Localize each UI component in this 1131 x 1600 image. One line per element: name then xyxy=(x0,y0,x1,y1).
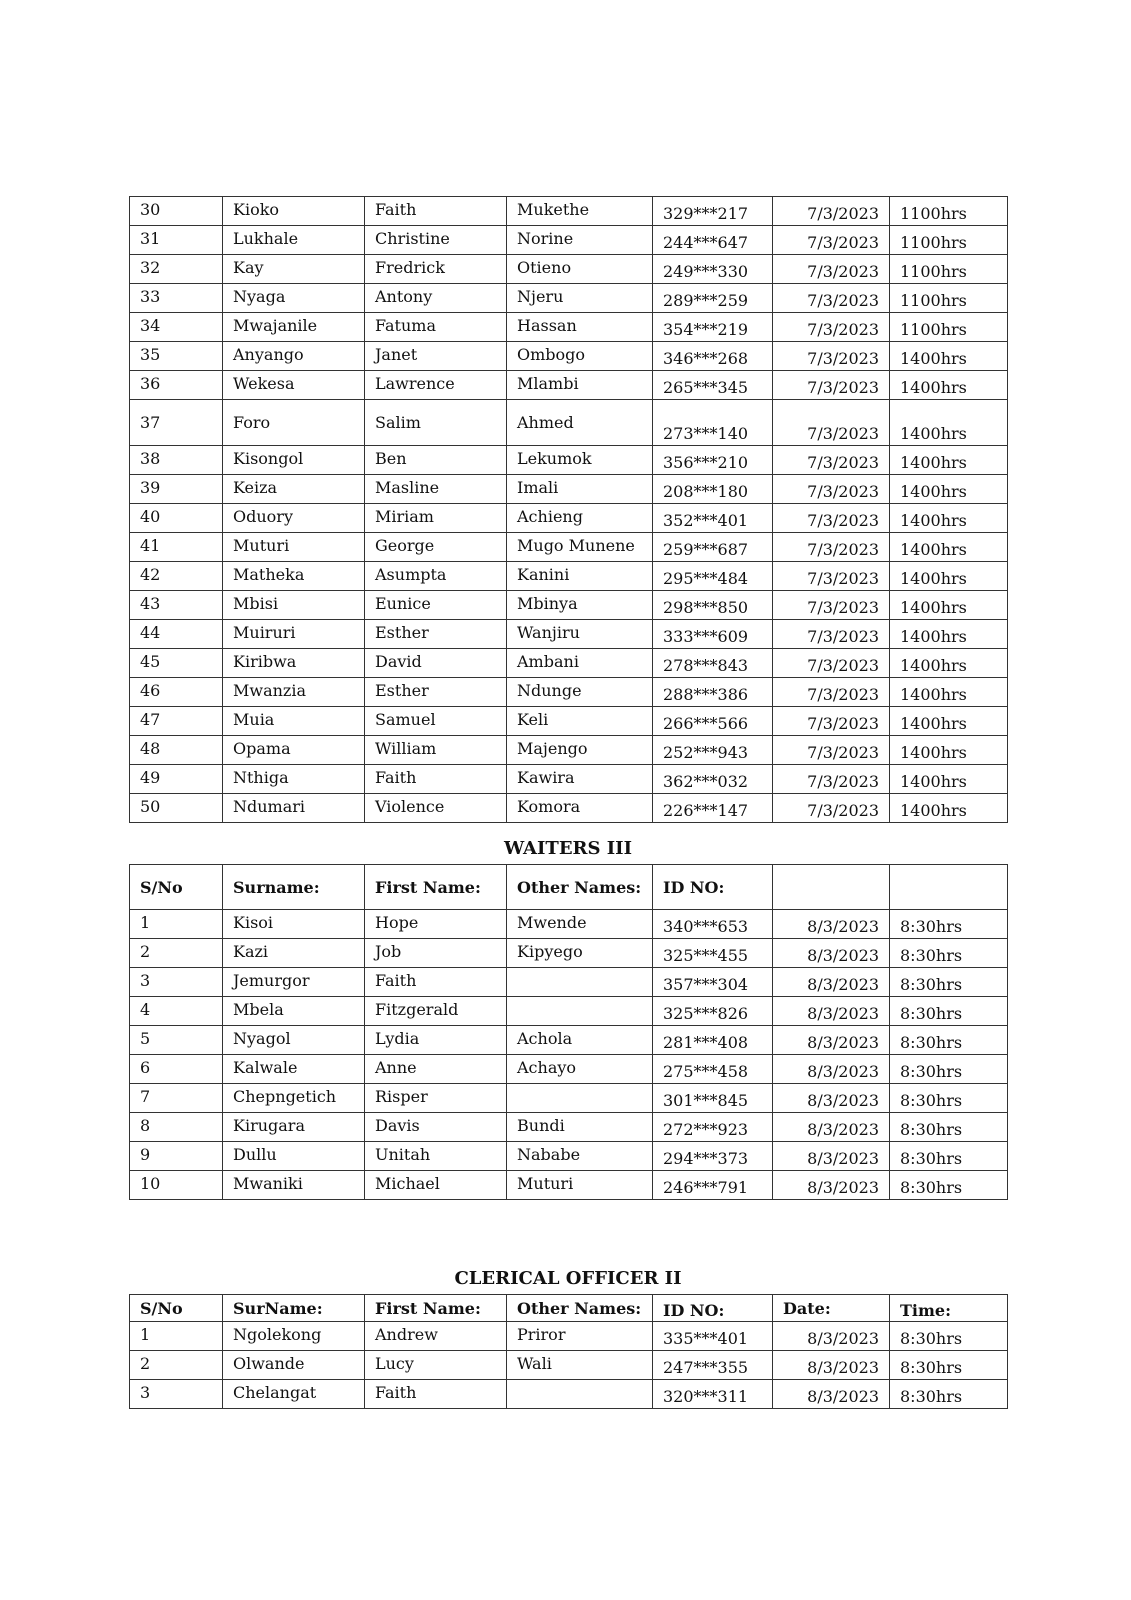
cell-time: 1400hrs xyxy=(890,707,1008,736)
cell-id-no: 281***408 xyxy=(653,1026,773,1055)
cell-id-no: 362***032 xyxy=(653,765,773,794)
cell-date: 7/3/2023 xyxy=(773,736,890,765)
cell-sno: 1 xyxy=(130,1322,223,1351)
cell-sno: 48 xyxy=(130,736,223,765)
table-row xyxy=(130,649,1008,678)
cell-other-names: Kanini xyxy=(507,562,653,591)
cell-time: 1100hrs xyxy=(890,313,1008,342)
cell-id-no: 265***345 xyxy=(653,371,773,400)
table-header-row xyxy=(130,1295,1008,1322)
cell-date: 7/3/2023 xyxy=(773,707,890,736)
cell-other-names: Achieng xyxy=(507,504,653,533)
cell-other-names: Komora xyxy=(507,794,653,823)
header-surname: Surname: xyxy=(223,865,365,910)
cell-other-names: Mukethe xyxy=(507,197,653,226)
cell-first-name: Esther xyxy=(365,620,507,649)
cell-sno: 43 xyxy=(130,591,223,620)
cell-id-no: 298***850 xyxy=(653,591,773,620)
table-row xyxy=(130,910,1008,939)
cell-other-names: Lekumok xyxy=(507,446,653,475)
table-row xyxy=(130,1380,1008,1409)
table-row xyxy=(130,939,1008,968)
cell-id-no: 208***180 xyxy=(653,475,773,504)
cell-time: 8:30hrs xyxy=(890,1055,1008,1084)
cell-time: 1400hrs xyxy=(890,736,1008,765)
cell-sno: 30 xyxy=(130,197,223,226)
cell-date: 8/3/2023 xyxy=(773,1351,890,1380)
cell-surname: Kioko xyxy=(223,197,365,226)
cell-date: 7/3/2023 xyxy=(773,475,890,504)
cell-surname: Dullu xyxy=(223,1142,365,1171)
cell-time: 8:30hrs xyxy=(890,1026,1008,1055)
cell-other-names: Achola xyxy=(507,1026,653,1055)
cell-id-no: 246***791 xyxy=(653,1171,773,1200)
cell-id-no: 289***259 xyxy=(653,284,773,313)
cell-sno: 1 xyxy=(130,910,223,939)
cell-time: 1400hrs xyxy=(890,620,1008,649)
table-row xyxy=(130,591,1008,620)
table-row xyxy=(130,968,1008,997)
cell-first-name: Faith xyxy=(365,1380,507,1409)
cell-first-name: Lawrence xyxy=(365,371,507,400)
cell-other-names xyxy=(507,1380,653,1409)
cell-other-names: Norine xyxy=(507,226,653,255)
cell-surname: Keiza xyxy=(223,475,365,504)
cell-surname: Mbela xyxy=(223,997,365,1026)
cell-id-no: 333***609 xyxy=(653,620,773,649)
cell-time: 1100hrs xyxy=(890,226,1008,255)
header-date xyxy=(773,865,890,910)
cell-surname: Chepngetich xyxy=(223,1084,365,1113)
cell-time: 8:30hrs xyxy=(890,1351,1008,1380)
header-id-no: ID NO: xyxy=(653,865,773,910)
cell-surname: Ngolekong xyxy=(223,1322,365,1351)
cell-time: 1400hrs xyxy=(890,562,1008,591)
cell-time: 1400hrs xyxy=(890,400,1008,446)
cell-sno: 47 xyxy=(130,707,223,736)
table-row xyxy=(130,1351,1008,1380)
cell-other-names: Bundi xyxy=(507,1113,653,1142)
cell-surname: Jemurgor xyxy=(223,968,365,997)
table-row xyxy=(130,226,1008,255)
cell-surname: Kalwale xyxy=(223,1055,365,1084)
table-row xyxy=(130,620,1008,649)
cell-surname: Kirugara xyxy=(223,1113,365,1142)
header-sno: S/No xyxy=(130,865,223,910)
cell-surname: Lukhale xyxy=(223,226,365,255)
cell-first-name: Esther xyxy=(365,678,507,707)
cell-date: 7/3/2023 xyxy=(773,649,890,678)
cell-sno: 9 xyxy=(130,1142,223,1171)
cell-date: 8/3/2023 xyxy=(773,997,890,1026)
cell-surname: Chelangat xyxy=(223,1380,365,1409)
shortlist-table-continued xyxy=(129,196,1008,823)
cell-time: 8:30hrs xyxy=(890,1171,1008,1200)
cell-sno: 39 xyxy=(130,475,223,504)
cell-date: 7/3/2023 xyxy=(773,533,890,562)
cell-first-name: George xyxy=(365,533,507,562)
cell-other-names: Nababe xyxy=(507,1142,653,1171)
cell-id-no: 325***826 xyxy=(653,997,773,1026)
cell-date: 8/3/2023 xyxy=(773,939,890,968)
cell-date: 8/3/2023 xyxy=(773,1113,890,1142)
cell-surname: Kay xyxy=(223,255,365,284)
cell-sno: 4 xyxy=(130,997,223,1026)
table-row xyxy=(130,794,1008,823)
cell-sno: 3 xyxy=(130,968,223,997)
cell-sno: 5 xyxy=(130,1026,223,1055)
table-row xyxy=(130,1322,1008,1351)
table-row xyxy=(130,400,1008,446)
waiters-table xyxy=(129,864,1008,1200)
table-row xyxy=(130,678,1008,707)
cell-time: 1400hrs xyxy=(890,649,1008,678)
cell-surname: Anyango xyxy=(223,342,365,371)
cell-first-name: Christine xyxy=(365,226,507,255)
cell-date: 7/3/2023 xyxy=(773,562,890,591)
cell-other-names xyxy=(507,1084,653,1113)
cell-id-no: 320***311 xyxy=(653,1380,773,1409)
cell-first-name: Samuel xyxy=(365,707,507,736)
cell-sno: 2 xyxy=(130,1351,223,1380)
cell-sno: 40 xyxy=(130,504,223,533)
cell-other-names: Otieno xyxy=(507,255,653,284)
cell-surname: Olwande xyxy=(223,1351,365,1380)
table-row xyxy=(130,1026,1008,1055)
cell-first-name: Job xyxy=(365,939,507,968)
cell-other-names: Mbinya xyxy=(507,591,653,620)
cell-other-names: Priror xyxy=(507,1322,653,1351)
cell-first-name: Risper xyxy=(365,1084,507,1113)
cell-surname: Muturi xyxy=(223,533,365,562)
table-row xyxy=(130,1113,1008,1142)
header-first-name: First Name: xyxy=(365,1295,507,1322)
header-other-names: Other Names: xyxy=(507,1295,653,1322)
cell-other-names: Ahmed xyxy=(507,400,653,446)
cell-date: 7/3/2023 xyxy=(773,678,890,707)
table-row xyxy=(130,562,1008,591)
header-id-no: ID NO: xyxy=(653,1295,773,1322)
cell-time: 1400hrs xyxy=(890,765,1008,794)
cell-surname: Mwanzia xyxy=(223,678,365,707)
cell-time: 1400hrs xyxy=(890,591,1008,620)
cell-time: 8:30hrs xyxy=(890,1380,1008,1409)
cell-time: 1100hrs xyxy=(890,197,1008,226)
cell-id-no: 275***458 xyxy=(653,1055,773,1084)
cell-date: 7/3/2023 xyxy=(773,284,890,313)
cell-sno: 42 xyxy=(130,562,223,591)
cell-first-name: Fitzgerald xyxy=(365,997,507,1026)
cell-id-no: 346***268 xyxy=(653,342,773,371)
cell-sno: 31 xyxy=(130,226,223,255)
cell-surname: Mbisi xyxy=(223,591,365,620)
cell-sno: 3 xyxy=(130,1380,223,1409)
table-row xyxy=(130,1142,1008,1171)
cell-time: 1100hrs xyxy=(890,255,1008,284)
cell-first-name: Andrew xyxy=(365,1322,507,1351)
cell-other-names: Wanjiru xyxy=(507,620,653,649)
cell-other-names: Muturi xyxy=(507,1171,653,1200)
cell-id-no: 288***386 xyxy=(653,678,773,707)
cell-id-no: 354***219 xyxy=(653,313,773,342)
clerical-section-title: CLERICAL OFFICER II xyxy=(454,1268,682,1289)
cell-other-names: Kipyego xyxy=(507,939,653,968)
cell-sno: 6 xyxy=(130,1055,223,1084)
cell-id-no: 329***217 xyxy=(653,197,773,226)
cell-sno: 2 xyxy=(130,939,223,968)
cell-other-names: Imali xyxy=(507,475,653,504)
cell-first-name: Michael xyxy=(365,1171,507,1200)
cell-id-no: 325***455 xyxy=(653,939,773,968)
cell-other-names xyxy=(507,997,653,1026)
cell-date: 8/3/2023 xyxy=(773,1055,890,1084)
cell-surname: Mwajanile xyxy=(223,313,365,342)
cell-id-no: 273***140 xyxy=(653,400,773,446)
cell-time: 1400hrs xyxy=(890,342,1008,371)
table-row xyxy=(130,1171,1008,1200)
cell-date: 7/3/2023 xyxy=(773,255,890,284)
cell-date: 7/3/2023 xyxy=(773,400,890,446)
cell-date: 7/3/2023 xyxy=(773,342,890,371)
cell-surname: Matheka xyxy=(223,562,365,591)
cell-date: 8/3/2023 xyxy=(773,1322,890,1351)
cell-sno: 44 xyxy=(130,620,223,649)
cell-first-name: Ben xyxy=(365,446,507,475)
cell-id-no: 272***923 xyxy=(653,1113,773,1142)
cell-surname: Nyagol xyxy=(223,1026,365,1055)
cell-surname: Wekesa xyxy=(223,371,365,400)
cell-other-names: Achayo xyxy=(507,1055,653,1084)
cell-other-names xyxy=(507,968,653,997)
cell-id-no: 340***653 xyxy=(653,910,773,939)
cell-sno: 35 xyxy=(130,342,223,371)
cell-first-name: Fatuma xyxy=(365,313,507,342)
table-row xyxy=(130,371,1008,400)
cell-date: 7/3/2023 xyxy=(773,765,890,794)
header-date: Date: xyxy=(773,1295,890,1322)
cell-surname: Foro xyxy=(223,400,365,446)
cell-surname: Opama xyxy=(223,736,365,765)
cell-id-no: 295***484 xyxy=(653,562,773,591)
cell-time: 8:30hrs xyxy=(890,1113,1008,1142)
header-time: Time: xyxy=(890,1295,1008,1322)
cell-first-name: Masline xyxy=(365,475,507,504)
cell-time: 8:30hrs xyxy=(890,997,1008,1026)
cell-first-name: William xyxy=(365,736,507,765)
cell-sno: 34 xyxy=(130,313,223,342)
cell-surname: Mwaniki xyxy=(223,1171,365,1200)
cell-date: 8/3/2023 xyxy=(773,1142,890,1171)
table-row xyxy=(130,504,1008,533)
cell-id-no: 259***687 xyxy=(653,533,773,562)
cell-first-name: Hope xyxy=(365,910,507,939)
table-row xyxy=(130,313,1008,342)
cell-id-no: 244***647 xyxy=(653,226,773,255)
cell-date: 8/3/2023 xyxy=(773,968,890,997)
cell-first-name: Janet xyxy=(365,342,507,371)
cell-surname: Muia xyxy=(223,707,365,736)
cell-first-name: Lucy xyxy=(365,1351,507,1380)
cell-surname: Muiruri xyxy=(223,620,365,649)
table-row xyxy=(130,342,1008,371)
table-row xyxy=(130,475,1008,504)
cell-id-no: 247***355 xyxy=(653,1351,773,1380)
cell-id-no: 335***401 xyxy=(653,1322,773,1351)
cell-other-names: Ambani xyxy=(507,649,653,678)
cell-date: 7/3/2023 xyxy=(773,226,890,255)
cell-surname: Ndumari xyxy=(223,794,365,823)
cell-date: 8/3/2023 xyxy=(773,1171,890,1200)
cell-id-no: 249***330 xyxy=(653,255,773,284)
cell-time: 1400hrs xyxy=(890,794,1008,823)
cell-id-no: 252***943 xyxy=(653,736,773,765)
cell-other-names: Keli xyxy=(507,707,653,736)
cell-other-names: Kawira xyxy=(507,765,653,794)
cell-sno: 41 xyxy=(130,533,223,562)
cell-date: 8/3/2023 xyxy=(773,1084,890,1113)
cell-id-no: 266***566 xyxy=(653,707,773,736)
cell-date: 7/3/2023 xyxy=(773,313,890,342)
cell-date: 8/3/2023 xyxy=(773,1380,890,1409)
cell-sno: 8 xyxy=(130,1113,223,1142)
table-row xyxy=(130,255,1008,284)
cell-id-no: 356***210 xyxy=(653,446,773,475)
cell-other-names: Hassan xyxy=(507,313,653,342)
cell-first-name: Miriam xyxy=(365,504,507,533)
table-row xyxy=(130,197,1008,226)
cell-time: 8:30hrs xyxy=(890,1084,1008,1113)
cell-date: 7/3/2023 xyxy=(773,591,890,620)
cell-first-name: Asumpta xyxy=(365,562,507,591)
header-time xyxy=(890,865,1008,910)
cell-id-no: 226***147 xyxy=(653,794,773,823)
cell-surname: Nthiga xyxy=(223,765,365,794)
header-other-names: Other Names: xyxy=(507,865,653,910)
cell-first-name: Eunice xyxy=(365,591,507,620)
cell-sno: 50 xyxy=(130,794,223,823)
cell-sno: 10 xyxy=(130,1171,223,1200)
table-row xyxy=(130,997,1008,1026)
cell-first-name: Fredrick xyxy=(365,255,507,284)
cell-other-names: Ombogo xyxy=(507,342,653,371)
cell-time: 8:30hrs xyxy=(890,1322,1008,1351)
cell-date: 7/3/2023 xyxy=(773,620,890,649)
cell-sno: 7 xyxy=(130,1084,223,1113)
clerical-table xyxy=(129,1294,1008,1409)
cell-first-name: Lydia xyxy=(365,1026,507,1055)
cell-first-name: Faith xyxy=(365,968,507,997)
cell-id-no: 301***845 xyxy=(653,1084,773,1113)
table-header-row xyxy=(130,865,1008,910)
cell-sno: 36 xyxy=(130,371,223,400)
cell-other-names: Mlambi xyxy=(507,371,653,400)
cell-first-name: Unitah xyxy=(365,1142,507,1171)
cell-first-name: Davis xyxy=(365,1113,507,1142)
cell-sno: 45 xyxy=(130,649,223,678)
table-row xyxy=(130,1055,1008,1084)
cell-first-name: David xyxy=(365,649,507,678)
cell-surname: Kisoi xyxy=(223,910,365,939)
cell-time: 1400hrs xyxy=(890,533,1008,562)
cell-surname: Oduory xyxy=(223,504,365,533)
cell-date: 7/3/2023 xyxy=(773,446,890,475)
cell-time: 1400hrs xyxy=(890,504,1008,533)
table-row xyxy=(130,446,1008,475)
table-row xyxy=(130,284,1008,313)
cell-sno: 38 xyxy=(130,446,223,475)
cell-id-no: 357***304 xyxy=(653,968,773,997)
cell-date: 7/3/2023 xyxy=(773,794,890,823)
table-row xyxy=(130,1084,1008,1113)
cell-first-name: Faith xyxy=(365,197,507,226)
cell-other-names: Njeru xyxy=(507,284,653,313)
waiters-section-title: WAITERS III xyxy=(503,838,633,859)
table-row xyxy=(130,707,1008,736)
table-row xyxy=(130,533,1008,562)
cell-sno: 33 xyxy=(130,284,223,313)
cell-other-names: Mwende xyxy=(507,910,653,939)
cell-time: 1400hrs xyxy=(890,475,1008,504)
cell-surname: Nyaga xyxy=(223,284,365,313)
cell-time: 8:30hrs xyxy=(890,939,1008,968)
cell-date: 8/3/2023 xyxy=(773,1026,890,1055)
cell-time: 1100hrs xyxy=(890,284,1008,313)
cell-sno: 46 xyxy=(130,678,223,707)
cell-id-no: 352***401 xyxy=(653,504,773,533)
cell-other-names: Ndunge xyxy=(507,678,653,707)
cell-id-no: 278***843 xyxy=(653,649,773,678)
cell-first-name: Anne xyxy=(365,1055,507,1084)
cell-first-name: Violence xyxy=(365,794,507,823)
cell-date: 7/3/2023 xyxy=(773,371,890,400)
table-row xyxy=(130,736,1008,765)
header-sno: S/No xyxy=(130,1295,223,1322)
cell-sno: 49 xyxy=(130,765,223,794)
cell-first-name: Salim xyxy=(365,400,507,446)
table-row xyxy=(130,765,1008,794)
cell-surname: Kiribwa xyxy=(223,649,365,678)
cell-time: 1400hrs xyxy=(890,371,1008,400)
cell-time: 1400hrs xyxy=(890,446,1008,475)
cell-first-name: Antony xyxy=(365,284,507,313)
cell-surname: Kisongol xyxy=(223,446,365,475)
cell-time: 8:30hrs xyxy=(890,910,1008,939)
cell-date: 7/3/2023 xyxy=(773,504,890,533)
cell-other-names: Majengo xyxy=(507,736,653,765)
cell-sno: 32 xyxy=(130,255,223,284)
cell-time: 8:30hrs xyxy=(890,1142,1008,1171)
cell-date: 7/3/2023 xyxy=(773,197,890,226)
cell-sno: 37 xyxy=(130,400,223,446)
cell-time: 1400hrs xyxy=(890,678,1008,707)
cell-date: 8/3/2023 xyxy=(773,910,890,939)
cell-surname: Kazi xyxy=(223,939,365,968)
cell-other-names: Mugo Munene xyxy=(507,533,653,562)
header-surname: SurName: xyxy=(223,1295,365,1322)
cell-first-name: Faith xyxy=(365,765,507,794)
cell-time: 8:30hrs xyxy=(890,968,1008,997)
cell-other-names: Wali xyxy=(507,1351,653,1380)
cell-id-no: 294***373 xyxy=(653,1142,773,1171)
header-first-name: First Name: xyxy=(365,865,507,910)
